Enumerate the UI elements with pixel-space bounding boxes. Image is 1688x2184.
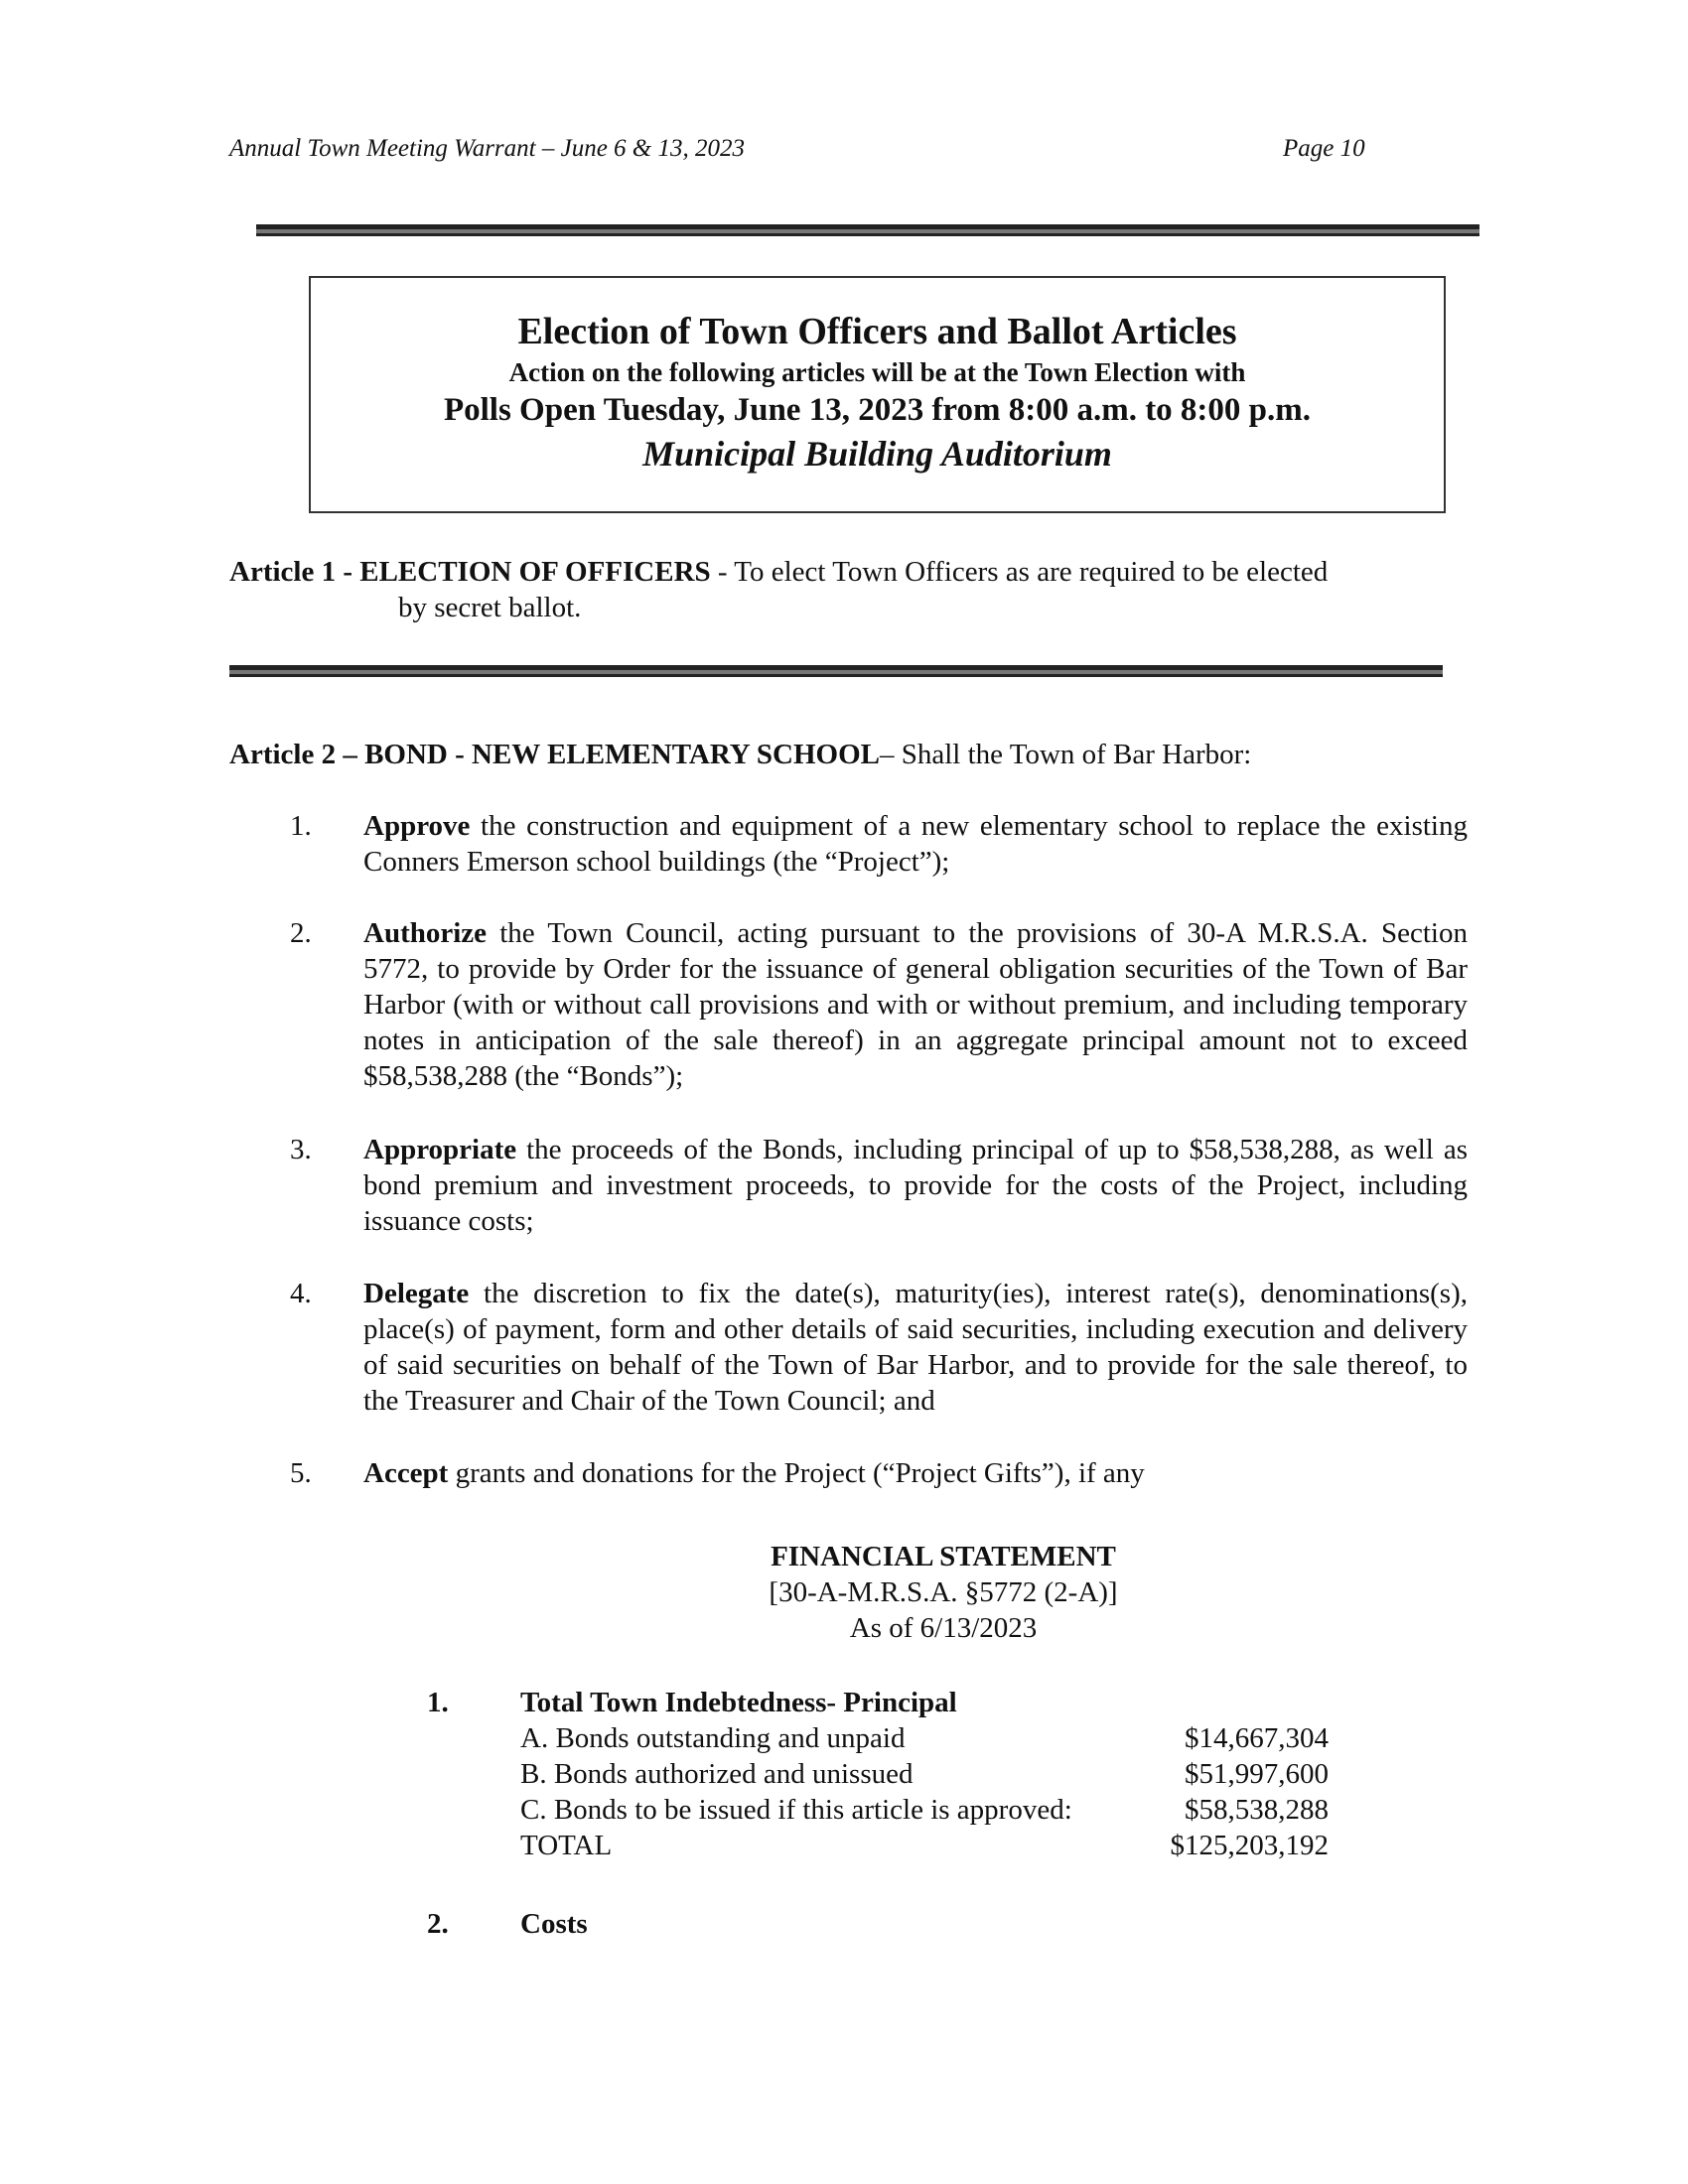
item-number: 2.	[290, 917, 312, 949]
item-lead: Accept	[363, 1457, 449, 1489]
election-location: Municipal Building Auditorium	[642, 434, 1112, 474]
election-title: Election of Town Officers and Ballot Articles	[517, 311, 1237, 352]
financial-statement-citation: [30-A-M.R.S.A. §5772 (2-A)]	[769, 1576, 1118, 1608]
debt-row-value: $51,997,600	[1185, 1758, 1329, 1790]
item-lead: Approve	[363, 810, 471, 842]
section-2-title: Costs	[520, 1908, 588, 1940]
debt-total-value: $125,203,192	[1170, 1830, 1329, 1861]
debt-row-label: C. Bonds to be issued if this article is approved:	[520, 1794, 1072, 1826]
item-number: 5.	[290, 1457, 312, 1489]
debt-row-label: B. Bonds authorized and unissued	[520, 1758, 914, 1790]
article-1	[229, 554, 1461, 625]
divider-top	[256, 224, 1479, 236]
election-notice-box	[309, 276, 1446, 513]
item-text	[363, 1276, 1468, 1419]
item-body: the construction and equipment of a new elementary school to replace the existing Conners Emerson school buildings (the “Project”);	[363, 810, 1468, 878]
election-subtitle: Action on the following articles will be at the Town Election with	[508, 357, 1246, 387]
debt-row-value: $14,667,304	[1185, 1722, 1329, 1754]
header-title: Annual Town Meeting Warrant – June 6 & 13, 2023	[229, 135, 745, 162]
item-text	[363, 915, 1468, 1094]
item-lead: Authorize	[363, 917, 488, 949]
item-lead: Delegate	[363, 1278, 470, 1309]
debt-row-label: A. Bonds outstanding and unpaid	[520, 1722, 906, 1754]
article-1-text-cont: by secret ballot.	[398, 592, 582, 623]
debt-total-label: TOTAL	[520, 1830, 613, 1861]
financial-statement-title: FINANCIAL STATEMENT	[771, 1541, 1116, 1572]
item-text	[363, 808, 1468, 880]
item-number: 3.	[290, 1134, 312, 1165]
article-1-label: Article 1 - ELECTION OF OFFICERS	[229, 556, 711, 588]
item-body: the proceeds of the Bonds, including principal of up to $58,538,288, as well as bond premium and investment proceeds, to provide for the costs of the Project, including issuance costs;	[363, 1134, 1468, 1237]
item-body: the Town Council, acting pursuant to the provisions of 30-A M.R.S.A. Section 5772, to provide by Order for the issuance of general obligation securities of the Town of Bar Harbor (with or without call provisions and with or without premium, and including temporary notes in anticipation of the sale thereof) in an aggregate principal amount not to exceed $58,538,288 (the “Bonds”);	[363, 917, 1468, 1092]
financial-statement-date: As of 6/13/2023	[849, 1612, 1038, 1644]
polls-open-line: Polls Open Tuesday, June 13, 2023 from 8:00 a.m. to 8:00 p.m.	[443, 392, 1312, 428]
article-2	[229, 737, 1461, 772]
item-body: the discretion to fix the date(s), maturity(ies), interest rate(s), denominations(s), place(s) of payment, form and other details of said securities, including execution and delivery of said securities on behalf of the Town of Bar Harbor, and to provide for the sale thereof, to the Treasurer and Chair of the Town Council; and	[363, 1278, 1468, 1417]
item-body: grants and donations for the Project (“Project Gifts”), if any	[448, 1457, 1145, 1489]
section-1-title: Total Town Indebtedness- Principal	[520, 1687, 957, 1718]
financial-statement-heading	[695, 1539, 1192, 1646]
item-number: 1.	[290, 810, 312, 842]
item-text	[363, 1455, 1468, 1491]
section-2-number: 2.	[427, 1908, 449, 1940]
article-2-label: Article 2 – BOND - NEW ELEMENTARY SCHOOL	[229, 739, 880, 770]
article-1-text: - To elect Town Officers as are required to be elected	[710, 556, 1329, 588]
item-lead: Appropriate	[363, 1134, 517, 1165]
item-text	[363, 1132, 1468, 1239]
debt-row-value: $58,538,288	[1185, 1794, 1329, 1826]
divider-middle	[229, 665, 1443, 677]
section-1-number: 1.	[427, 1687, 449, 1718]
page-number: Page 10	[1283, 135, 1365, 162]
item-number: 4.	[290, 1278, 312, 1309]
article-2-text: – Shall the Town of Bar Harbor:	[879, 739, 1252, 770]
